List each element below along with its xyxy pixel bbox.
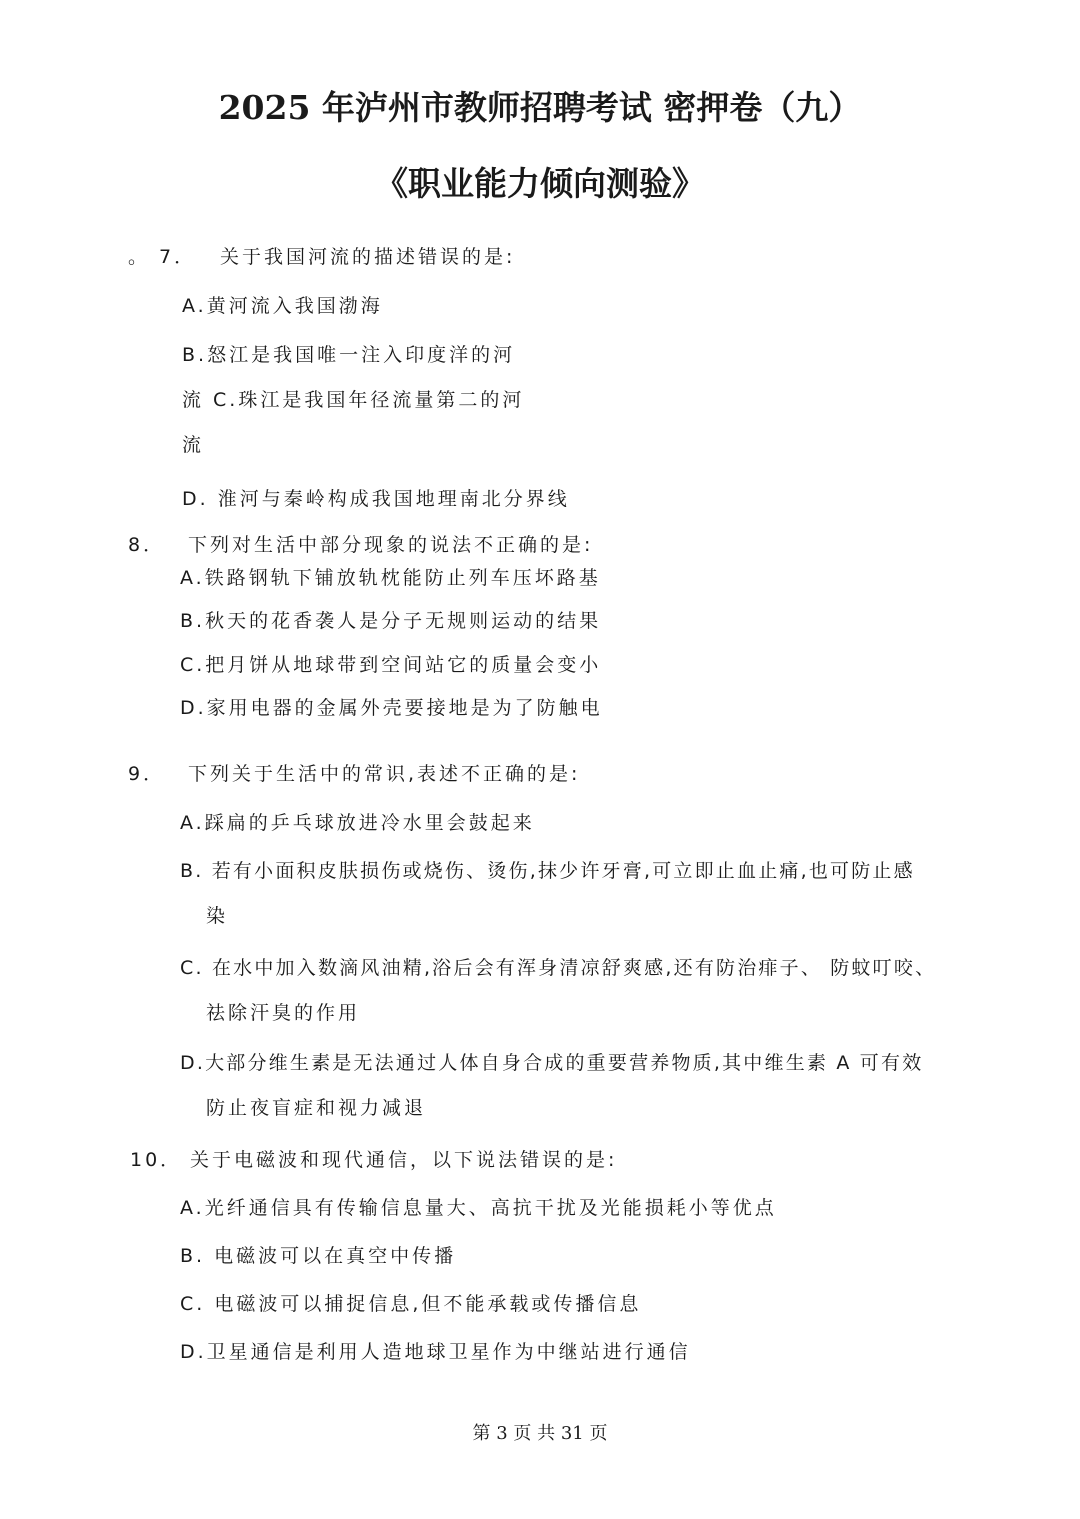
option-line: D.卫星通信是利用人造地球卫星作为中继站进行通信: [180, 1341, 691, 1363]
option-line: D. 淮河与秦岭构成我国地理南北分界线: [182, 488, 570, 510]
option-line: B. 电磁波可以在真空中传播: [180, 1245, 457, 1267]
option-line: 祛除汗臭的作用: [206, 1002, 361, 1024]
option-line: A.黄河流入我国渤海: [182, 295, 383, 317]
question-number: 8．: [128, 534, 166, 556]
page-footer: 第 3 页 共 31 页: [472, 1423, 608, 1444]
option-line: C.把月饼从地球带到空间站它的质量会变小: [180, 654, 602, 676]
option-line: C. 电磁波可以捕捉信息,但不能承载或传播信息: [180, 1293, 642, 1315]
option-line: D.大部分维生素是无法通过人体自身合成的重要营养物质,其中维生素 A 可有效: [180, 1052, 924, 1074]
option-line: A.踩扁的乒乓球放进冷水里会鼓起来: [180, 812, 535, 834]
option-line: A.光纤通信具有传输信息量大、高抗干扰及光能损耗小等优点: [180, 1197, 777, 1219]
question-stem: 下列对生活中部分现象的说法不正确的是:: [188, 534, 594, 556]
option-line: D.家用电器的金属外壳要接地是为了防触电: [180, 697, 603, 719]
option-line: B. 若有小面积皮肤损伤或烧伤、烫伤,抹少许牙膏,可立即止血止痛,也可防止感: [180, 860, 915, 882]
option-line: B.秋天的花香袭人是分子无规则运动的结果: [180, 610, 602, 632]
option-line: C. 在水中加入数滴风油精,浴后会有浑身清凉舒爽感,还有防治痱子、 防蚊叮咬、: [180, 957, 937, 979]
question-number: 。 7．: [128, 246, 197, 268]
question-stem: 关于电磁波和现代通信，以下说法错误的是:: [190, 1149, 618, 1171]
question-stem: 下列关于生活中的常识,表述不正确的是:: [188, 763, 581, 785]
option-line: 流: [182, 434, 205, 456]
option-line: 防止夜盲症和视力减退: [206, 1097, 427, 1119]
option-line: A.铁路钢轨下铺放轨枕能防止列车压坏路基: [180, 567, 601, 589]
question-number: 9．: [128, 763, 166, 785]
question-number: 10．: [130, 1149, 183, 1171]
page-title: 2025 年泸州市教师招聘考试 密押卷（九）: [218, 88, 862, 127]
question-stem: 关于我国河流的描述错误的是:: [220, 246, 516, 268]
option-line: B.怒江是我国唯一注入印度洋的河: [182, 344, 516, 366]
option-line: 染: [206, 905, 229, 927]
page-subtitle: 《职业能力倾向测验》: [375, 164, 705, 203]
option-line: 流 C.珠江是我国年径流量第二的河: [182, 389, 525, 411]
